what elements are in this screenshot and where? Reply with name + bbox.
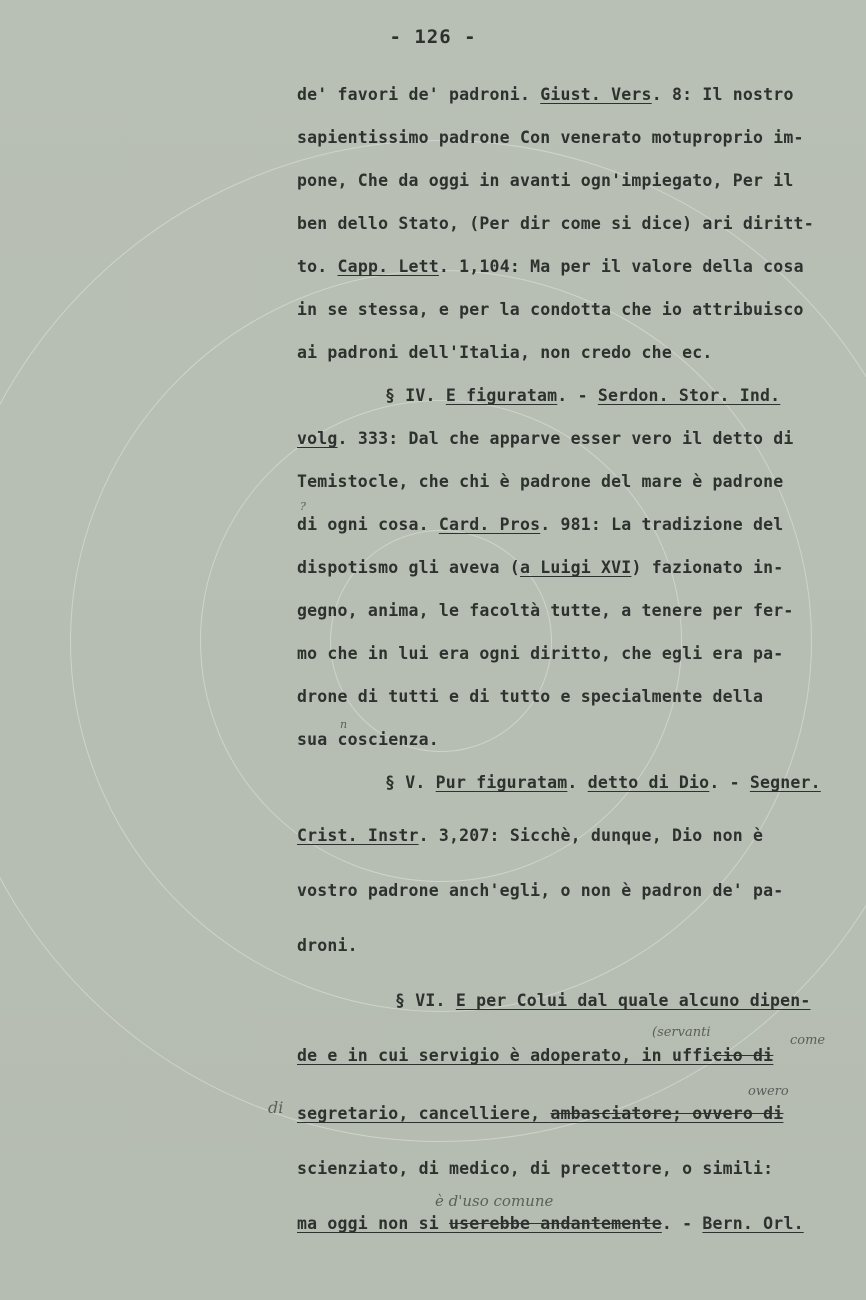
text-line: to. Capp. Lett. 1,104: Ma per il valore della cosa — [297, 257, 804, 276]
text-line: dispotismo gli aveva (a Luigi XVI) fazionato in- — [297, 558, 784, 577]
text-line: di ogni cosa. Card. Pros. 981: La tradizione del — [297, 515, 784, 534]
handwritten-note: (servanti — [652, 1025, 711, 1040]
text-line: Temistocle, che chi è padrone del mare è padrone — [297, 472, 784, 491]
text-line: ai padroni dell'Italia, non credo che ec. — [297, 343, 713, 362]
text-line: gegno, anima, le facoltà tutte, a tenere per fer- — [297, 601, 794, 620]
handwritten-note: come — [790, 1033, 826, 1048]
text-line: pone, Che da oggi in avanti ogn'impiegato, Per il — [297, 171, 794, 190]
text-line: ben dello Stato, (Per dir come si dice) ari diritt- — [297, 214, 814, 233]
handwritten-note: owero — [748, 1084, 789, 1099]
handwritten-note: è d'uso comune — [435, 1192, 554, 1210]
text-line: volg. 333: Dal che apparve esser vero il detto di — [297, 429, 794, 448]
text-line: segretario, cancelliere, ambasciatore; ovvero di — [297, 1104, 784, 1123]
text-line: sapientissimo padrone Con venerato motuproprio im- — [297, 128, 804, 147]
text-line: mo che in lui era ogni diritto, che egli era pa- — [297, 644, 784, 663]
section-heading: § V. Pur figuratam. detto di Dio. - Segner. — [385, 773, 821, 792]
text-line: droni. — [297, 936, 358, 955]
text-line: ma oggi non si userebbe andantemente. - Bern. Orl. — [297, 1214, 804, 1233]
text-line: in se stessa, e per la condotta che io attribuisco — [297, 300, 804, 319]
handwritten-note: di — [268, 1098, 284, 1117]
handwritten-note: ? — [300, 500, 306, 513]
text-line: drone di tutti e di tutto e specialmente della — [297, 687, 764, 706]
watermark-ring — [70, 270, 812, 1012]
text-line: scienziato, di medico, di precettore, o simili: — [297, 1159, 774, 1178]
handwritten-note: n — [340, 718, 348, 731]
text-line: de' favori de' padroni. Giust. Vers. 8: Il nostro — [297, 85, 794, 104]
section-heading: § IV. E figuratam. - Serdon. Stor. Ind. — [385, 386, 781, 405]
section-heading: § VI. E per Colui dal quale alcuno dipen- — [395, 991, 811, 1010]
text-line: sua coscienza. — [297, 730, 439, 749]
text-line: Crist. Instr. 3,207: Sicchè, dunque, Dio non è — [297, 826, 764, 845]
text-line: vostro padrone anch'egli, o non è padron de' pa- — [297, 881, 784, 900]
page-number: - 126 - — [389, 26, 477, 48]
text-line: de e in cui servigio è adoperato, in ufficio di — [297, 1046, 774, 1065]
